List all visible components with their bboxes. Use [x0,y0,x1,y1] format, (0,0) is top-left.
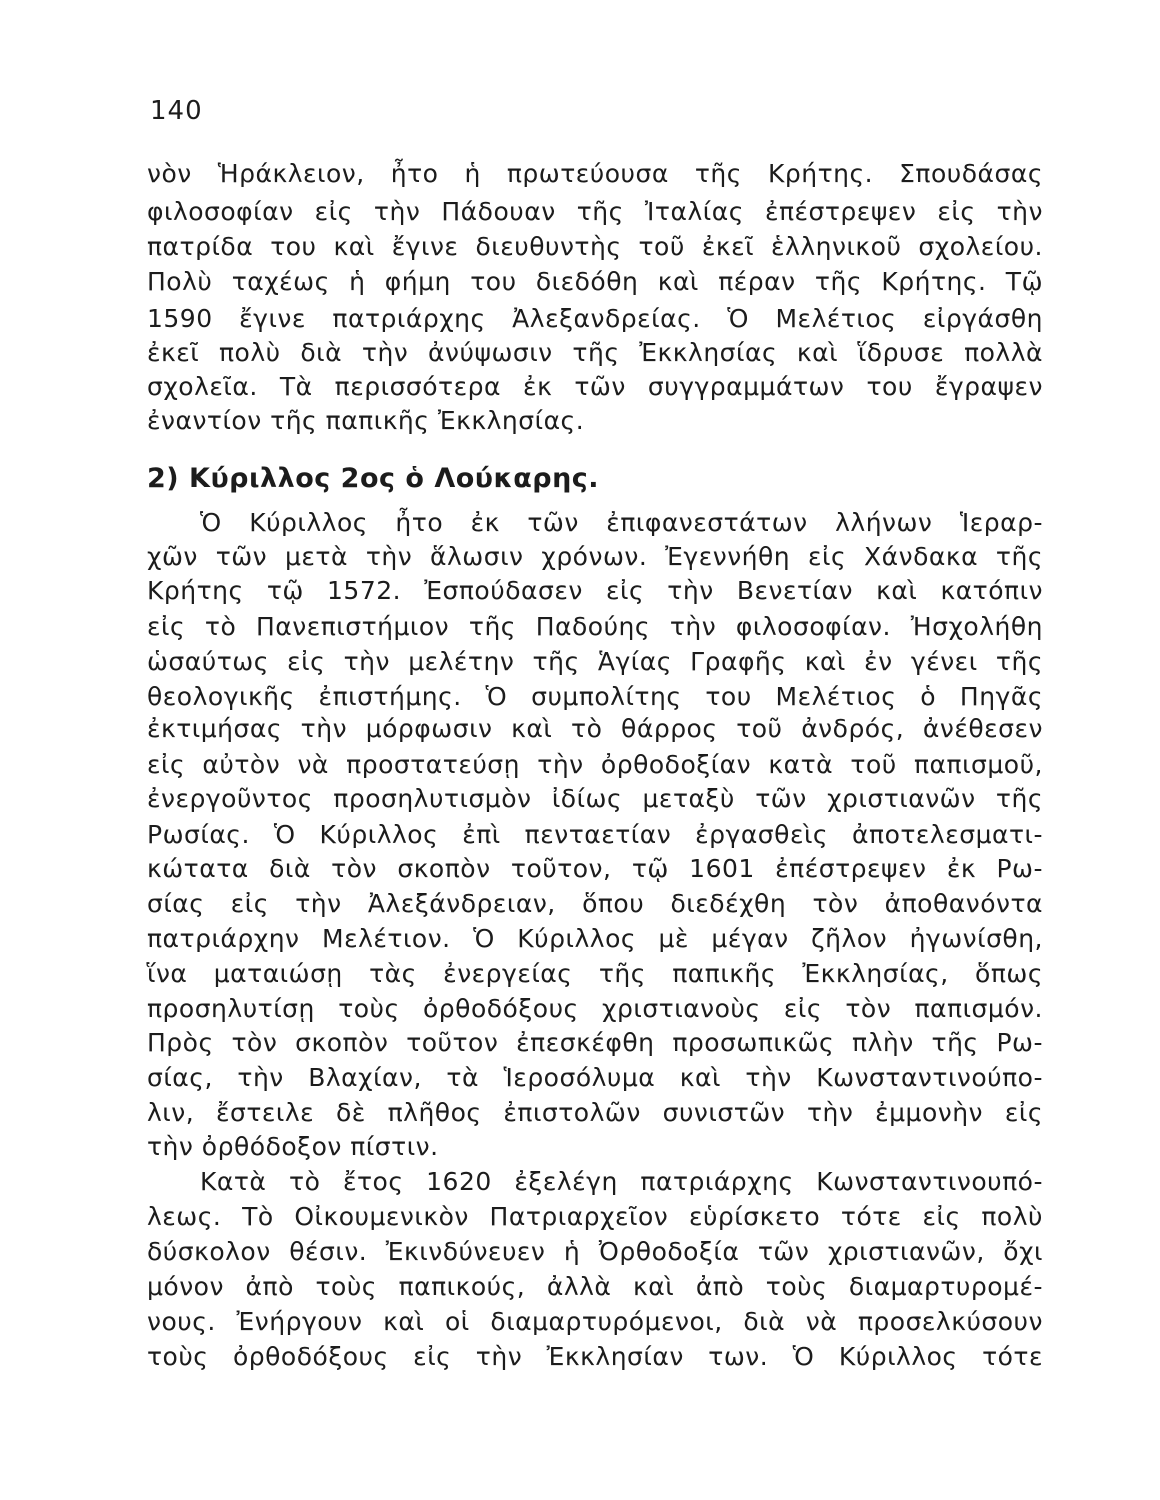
text-line: Κρήτης τῷ 1572. Ἐσπούδασεν εἰς τὴν Βενετίαν καὶ κατόπιν [147,576,1043,605]
text-line: λεως. Τὸ Οἰκουμενικὸν Πατριαρχεῖον εὑρίσκετο τότε εἰς πολὺ [147,1202,1043,1231]
text-line: Ρωσίας. Ὁ Κύριλλος ἐπὶ πενταετίαν ἐργασθεὶς ἀποτελεσματι- [147,820,1043,849]
text-line: σίας εἰς τὴν Ἀλεξάνδρειαν, ὅπου διεδέχθη τὸν ἀποθανόντα [147,889,1043,918]
text-line: κώτατα διὰ τὸν σκοπὸν τοῦτον, τῷ 1601 ἐπέστρεψεν ἐκ Ρω- [147,854,1043,883]
text-line: προσηλυτίσῃ τοὺς ὀρθοδόξους χριστιανοὺς εἰς τὸν παπισμόν. [147,994,1043,1023]
text-line: μόνον ἀπὸ τοὺς παπικούς, ἀλλὰ καὶ ἀπὸ τοὺς διαμαρτυρομέ- [147,1272,1043,1301]
text-line: εἰς αὐτὸν νὰ προστατεύσῃ τὴν ὀρθοδοξίαν κατὰ τοῦ παπισμοῦ, [147,750,1043,779]
page-number: 140 [150,96,203,126]
text-line: ἐνεργοῦντος προσηλυτισμὸν ἰδίως μεταξὺ τῶν χριστιανῶν τῆς [147,784,1043,813]
text-line: ὡσαύτως εἰς τὴν μελέτην τῆς Ἁγίας Γραφῆς καὶ ἐν γένει τῆς [147,647,1043,676]
text-line: πατριάρχην Μελέτιον. Ὁ Κύριλλος μὲ μέγαν ζῆλον ἠγωνίσθη, [147,924,1043,953]
text-line: δύσκολον θέσιν. Ἐκινδύνευεν ἡ Ὀρθοδοξία τῶν χριστιανῶν, ὄχι [147,1237,1043,1266]
text-line: Πρὸς τὸν σκοπὸν τοῦτον ἐπεσκέφθη προσωπικῶς πλὴν τῆς Ρω- [147,1028,1043,1057]
text-line: ἐκεῖ πολὺ διὰ τὴν ἀνύψωσιν τῆς Ἐκκλησίας καὶ ἵδρυσε πολλὰ [147,338,1043,367]
section-heading: 2) Κύριλλος 2ος ὁ Λούκαρης. [147,463,600,494]
text-line: σίας, τὴν Βλαχίαν, τὰ Ἱεροσόλυμα καὶ τὴν Κωνσταντινούπο- [147,1063,1043,1092]
text-line: Κατὰ τὸ ἔτος 1620 ἐξελέγη πατριάρχης Κωνσταντινουπό- [200,1167,1043,1196]
text-line: χῶν τῶν μετὰ τὴν ἅλωσιν χρόνων. Ἐγεννήθη εἰς Χάνδακα τῆς [147,542,1043,571]
text-line: τὴν ὀρθόδοξον πίστιν. [147,1132,439,1161]
text-line: ἐκτιμήσας τὴν μόρφωσιν καὶ τὸ θάρρος τοῦ ἀνδρός, ἀνέθεσεν [147,714,1043,743]
text-line: λιν, ἔστειλε δὲ πλῆθος ἐπιστολῶν συνιστῶν τὴν ἐμμονὴν εἰς [147,1098,1043,1127]
text-line: Ὁ Κύριλλος ἦτο ἐκ τῶν ἐπιφανεστάτων λλήνων Ἱεραρ- [200,508,1043,537]
text-line: φιλοσοφίαν εἰς τὴν Πάδουαν τῆς Ἰταλίας ἐπέστρεψεν εἰς τὴν [147,197,1043,226]
text-line: 1590 ἔγινε πατριάρχης Ἀλεξανδρείας. Ὁ Μελέτιος εἰργάσθη [147,304,1043,333]
text-line: νὸν Ἡράκλειον, ἦτο ἡ πρωτεύουσα τῆς Κρήτης. Σπουδάσας [147,159,1043,188]
text-line: σχολεῖα. Τὰ περισσότερα ἐκ τῶν συγγραμμάτων του ἔγραψεν [147,372,1043,401]
text-line: εἰς τὸ Πανεπιστήμιον τῆς Παδούης τὴν φιλοσοφίαν. Ἠσχολήθη [147,612,1043,641]
text-line: ἐναντίον τῆς παπικῆς Ἐκκλησίας. [147,406,585,435]
text-line: νους. Ἐνήργουν καὶ οἱ διαμαρτυρόμενοι, διὰ νὰ προσελκύσουν [147,1307,1043,1336]
text-line: ἵνα ματαιώσῃ τὰς ἐνεργείας τῆς παπικῆς Ἐκκλησίας, ὅπως [147,959,1043,988]
text-line: τοὺς ὀρθοδόξους εἰς τὴν Ἐκκλησίαν των. Ὁ Κύριλλος τότε [147,1342,1043,1371]
text-line: θεολογικῆς ἐπιστήμης. Ὁ συμπολίτης του Μελέτιος ὁ Πηγᾶς [147,682,1043,711]
text-line: Πολὺ ταχέως ἡ φήμη του διεδόθη καὶ πέραν τῆς Κρήτης. Τῷ [147,267,1043,296]
text-line: πατρίδα του καὶ ἔγινε διευθυντὴς τοῦ ἐκεῖ ἑλληνικοῦ σχολείου. [147,232,1043,261]
